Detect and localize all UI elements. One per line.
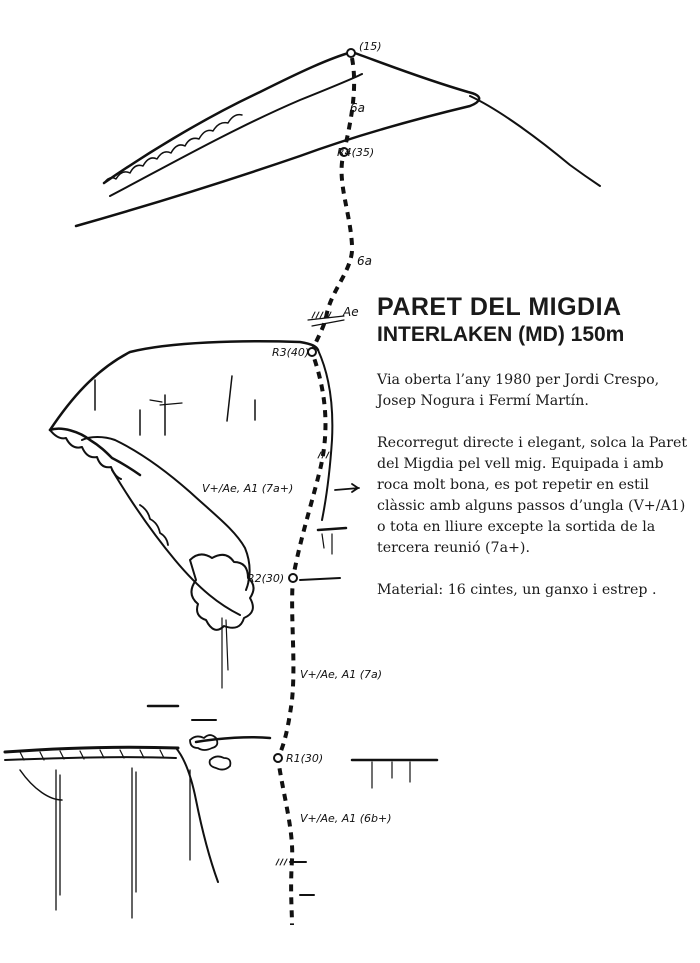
belay-r1-icon <box>274 754 282 762</box>
aid-hatching <box>276 312 359 865</box>
grade-pitch-2: V+/Ae, A1 (7a) <box>300 668 383 681</box>
belay-r2-icon <box>289 574 297 582</box>
base-ledge <box>5 735 437 918</box>
paragraph-first-ascent: Via oberta l’any 1980 per Jordi Crespo, Josep Nogura i Fermí Martín. <box>377 372 660 409</box>
belay-top-icon <box>347 49 355 57</box>
page-title: PARET DEL MIGDIA <box>377 293 622 321</box>
belay-label-top: (15) <box>359 40 382 53</box>
roof-overhang <box>50 429 254 688</box>
paragraph-description: Recorregut directe i elegant, solca la Paret del Migdia pel vell mig. Equipada i amb roca molt bona, es pot repetir en estil clàssic amb alguns passos d’ungla (V+/A1) o tota en lliure excepte la sortida de la tercera reunió (7a+). <box>377 435 688 556</box>
summit-ridge <box>76 52 600 226</box>
grade-pitch-1: V+/Ae, A1 (6b+) <box>300 812 392 825</box>
belay-label-r1: R1(30) <box>286 752 324 765</box>
grade-ae: Ae <box>343 305 359 319</box>
belay-label-r2: R2(30) <box>247 572 285 585</box>
belay-label-r3: R3(40) <box>272 346 310 359</box>
page-subtitle: INTERLAKEN (MD) 150m <box>377 323 625 346</box>
route-description-panel <box>377 292 697 622</box>
grade-pitch-5: 6a <box>350 101 365 115</box>
grade-pitch-3: V+/Ae, A1 (7a+) <box>202 482 294 495</box>
grade-pitch-4: 6a <box>357 254 372 268</box>
paragraph-gear: Material: 16 cintes, un ganxo i estrep . <box>377 582 657 598</box>
belay-label-r4: R4(35) <box>337 146 375 159</box>
